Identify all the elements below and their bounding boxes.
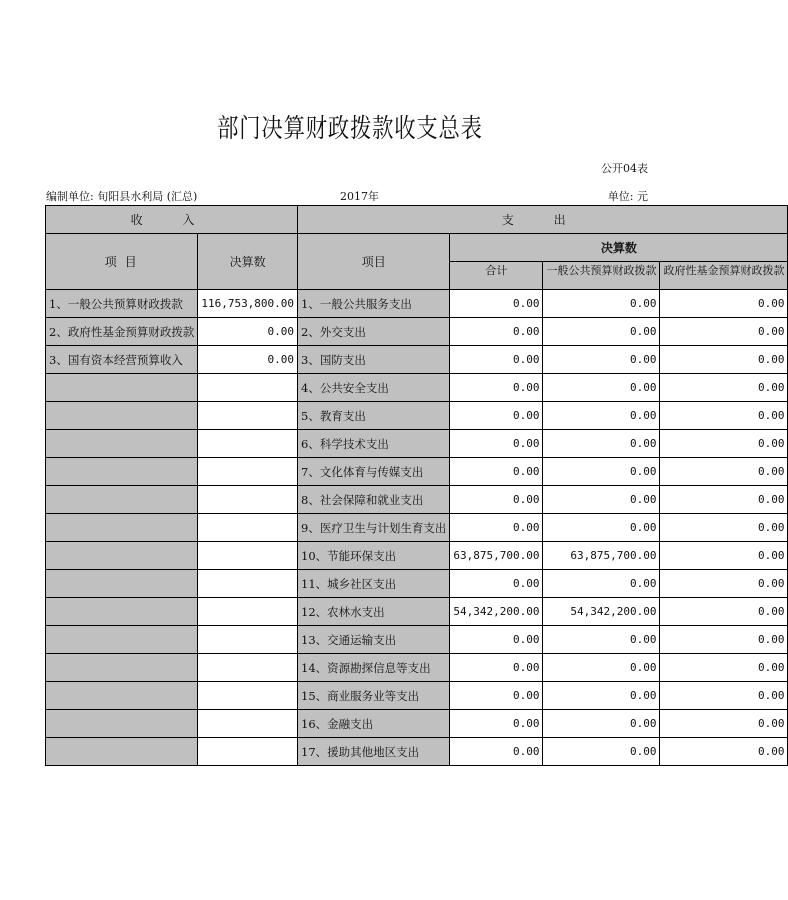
income-item-cell bbox=[46, 738, 198, 766]
form-number: 公开04表 bbox=[601, 162, 648, 175]
income-amount-cell bbox=[198, 458, 298, 486]
total-amount-cell: 0.00 bbox=[450, 626, 543, 654]
currency-unit: 单位: 元 bbox=[607, 190, 648, 203]
income-amount-cell bbox=[198, 710, 298, 738]
total-amount-cell: 63,875,700.00 bbox=[450, 542, 543, 570]
expense-item-cell: 11、城乡社区支出 bbox=[298, 570, 450, 598]
expense-item-cell: 2、外交支出 bbox=[298, 318, 450, 346]
table-row bbox=[46, 626, 788, 654]
general-budget-header: 一般公共预算财政拨款 bbox=[543, 262, 660, 290]
income-item-cell bbox=[46, 542, 198, 570]
fund-budget-cell: 0.00 bbox=[660, 710, 788, 738]
income-item-cell bbox=[46, 598, 198, 626]
table-row bbox=[46, 654, 788, 682]
total-header: 合计 bbox=[450, 262, 543, 290]
table-row bbox=[46, 290, 788, 318]
total-amount-cell: 0.00 bbox=[450, 738, 543, 766]
total-amount-cell: 0.00 bbox=[450, 654, 543, 682]
fund-budget-cell: 0.00 bbox=[660, 430, 788, 458]
table-row bbox=[46, 318, 788, 346]
total-amount-cell: 0.00 bbox=[450, 710, 543, 738]
income-amount-cell: 0.00 bbox=[198, 318, 298, 346]
income-amount-cell bbox=[198, 682, 298, 710]
income-amount-cell: 116,753,800.00 bbox=[198, 290, 298, 318]
total-amount-cell: 0.00 bbox=[450, 318, 543, 346]
total-amount-cell: 0.00 bbox=[450, 570, 543, 598]
income-item-cell bbox=[46, 458, 198, 486]
general-budget-cell: 0.00 bbox=[543, 682, 660, 710]
expense-item-cell: 17、援助其他地区支出 bbox=[298, 738, 450, 766]
income-item-cell bbox=[46, 570, 198, 598]
fund-budget-cell: 0.00 bbox=[660, 598, 788, 626]
expense-item-cell: 7、文化体育与传媒支出 bbox=[298, 458, 450, 486]
fund-budget-cell: 0.00 bbox=[660, 626, 788, 654]
income-item-cell bbox=[46, 682, 198, 710]
expense-item-cell: 3、国防支出 bbox=[298, 346, 450, 374]
total-amount-cell: 0.00 bbox=[450, 290, 543, 318]
general-budget-cell: 0.00 bbox=[543, 290, 660, 318]
general-budget-cell: 0.00 bbox=[543, 374, 660, 402]
expense-item-cell: 13、交通运输支出 bbox=[298, 626, 450, 654]
fund-budget-cell: 0.00 bbox=[660, 346, 788, 374]
general-budget-cell: 54,342,200.00 bbox=[543, 598, 660, 626]
general-budget-cell: 0.00 bbox=[543, 626, 660, 654]
income-item-cell bbox=[46, 626, 198, 654]
income-amount-cell bbox=[198, 430, 298, 458]
income-amount-cell bbox=[198, 486, 298, 514]
expense-item-cell: 8、社会保障和就业支出 bbox=[298, 486, 450, 514]
fund-budget-cell: 0.00 bbox=[660, 318, 788, 346]
table-row bbox=[46, 346, 788, 374]
expense-item-cell: 12、农林水支出 bbox=[298, 598, 450, 626]
income-item-cell bbox=[46, 486, 198, 514]
fund-budget-cell: 0.00 bbox=[660, 654, 788, 682]
total-amount-cell: 0.00 bbox=[450, 458, 543, 486]
total-amount-cell: 0.00 bbox=[450, 402, 543, 430]
table-row bbox=[46, 738, 788, 766]
expense-item-cell: 10、节能环保支出 bbox=[298, 542, 450, 570]
general-budget-cell: 0.00 bbox=[543, 430, 660, 458]
table-row bbox=[46, 486, 788, 514]
income-amount-cell bbox=[198, 738, 298, 766]
income-item-cell bbox=[46, 430, 198, 458]
total-amount-cell: 0.00 bbox=[450, 682, 543, 710]
general-budget-cell: 0.00 bbox=[543, 570, 660, 598]
general-budget-cell: 0.00 bbox=[543, 514, 660, 542]
income-item-cell bbox=[46, 654, 198, 682]
general-budget-cell: 63,875,700.00 bbox=[543, 542, 660, 570]
table-row bbox=[46, 682, 788, 710]
table-row bbox=[46, 570, 788, 598]
income-item-cell: 3、国有资本经营预算收入 bbox=[46, 346, 198, 374]
income-item-cell: 2、政府性基金预算财政拨款 bbox=[46, 318, 198, 346]
income-item-cell bbox=[46, 402, 198, 430]
fiscal-summary-table bbox=[45, 205, 788, 766]
fund-budget-cell: 0.00 bbox=[660, 542, 788, 570]
table-row bbox=[46, 542, 788, 570]
income-item-cell bbox=[46, 710, 198, 738]
expense-item-cell: 15、商业服务业等支出 bbox=[298, 682, 450, 710]
expense-item-cell: 9、医疗卫生与计划生育支出 bbox=[298, 514, 450, 542]
table-row bbox=[46, 598, 788, 626]
fund-budget-cell: 0.00 bbox=[660, 570, 788, 598]
expense-item-header: 项目 bbox=[298, 234, 450, 290]
income-amount-cell bbox=[198, 598, 298, 626]
total-amount-cell: 0.00 bbox=[450, 374, 543, 402]
income-item-header: 项 目 bbox=[46, 234, 198, 290]
general-budget-cell: 0.00 bbox=[543, 738, 660, 766]
income-amount-cell bbox=[198, 570, 298, 598]
income-amount-cell bbox=[198, 654, 298, 682]
general-budget-cell: 0.00 bbox=[543, 486, 660, 514]
general-budget-cell: 0.00 bbox=[543, 318, 660, 346]
income-header: 收 入 bbox=[46, 206, 298, 234]
fund-budget-cell: 0.00 bbox=[660, 374, 788, 402]
total-amount-cell: 0.00 bbox=[450, 486, 543, 514]
expense-item-cell: 1、一般公共服务支出 bbox=[298, 290, 450, 318]
income-amount-cell bbox=[198, 374, 298, 402]
income-item-cell: 1、一般公共预算财政拨款 bbox=[46, 290, 198, 318]
fund-budget-header: 政府性基金预算财政拨款 bbox=[660, 262, 788, 290]
total-amount-cell: 0.00 bbox=[450, 346, 543, 374]
fund-budget-cell: 0.00 bbox=[660, 682, 788, 710]
fund-budget-cell: 0.00 bbox=[660, 458, 788, 486]
fund-budget-cell: 0.00 bbox=[660, 514, 788, 542]
general-budget-cell: 0.00 bbox=[543, 346, 660, 374]
expense-amount-header: 决算数 bbox=[450, 234, 788, 262]
expense-item-cell: 6、科学技术支出 bbox=[298, 430, 450, 458]
income-amount-header: 决算数 bbox=[198, 234, 298, 290]
income-amount-cell: 0.00 bbox=[198, 346, 298, 374]
general-budget-cell: 0.00 bbox=[543, 458, 660, 486]
expense-item-cell: 16、金融支出 bbox=[298, 710, 450, 738]
table-row bbox=[46, 458, 788, 486]
general-budget-cell: 0.00 bbox=[543, 402, 660, 430]
income-item-cell bbox=[46, 514, 198, 542]
total-amount-cell: 0.00 bbox=[450, 430, 543, 458]
income-amount-cell bbox=[198, 626, 298, 654]
total-amount-cell: 0.00 bbox=[450, 514, 543, 542]
table-row bbox=[46, 710, 788, 738]
report-title: 部门决算财政拨款收支总表 bbox=[217, 114, 483, 144]
income-item-cell bbox=[46, 374, 198, 402]
income-amount-cell bbox=[198, 402, 298, 430]
general-budget-cell: 0.00 bbox=[543, 654, 660, 682]
expense-header: 支 出 bbox=[298, 206, 788, 234]
fund-budget-cell: 0.00 bbox=[660, 402, 788, 430]
income-amount-cell bbox=[198, 514, 298, 542]
income-amount-cell bbox=[198, 542, 298, 570]
table-row bbox=[46, 374, 788, 402]
total-amount-cell: 54,342,200.00 bbox=[450, 598, 543, 626]
table-row bbox=[46, 430, 788, 458]
fund-budget-cell: 0.00 bbox=[660, 738, 788, 766]
expense-item-cell: 14、资源勘探信息等支出 bbox=[298, 654, 450, 682]
compiling-unit: 编制单位: 旬阳县水利局 (汇总) bbox=[46, 190, 198, 203]
fund-budget-cell: 0.00 bbox=[660, 486, 788, 514]
fund-budget-cell: 0.00 bbox=[660, 290, 788, 318]
table-row bbox=[46, 514, 788, 542]
general-budget-cell: 0.00 bbox=[543, 710, 660, 738]
expense-item-cell: 4、公共安全支出 bbox=[298, 374, 450, 402]
table-row bbox=[46, 402, 788, 430]
report-year: 2017年 bbox=[340, 190, 379, 203]
expense-item-cell: 5、教育支出 bbox=[298, 402, 450, 430]
